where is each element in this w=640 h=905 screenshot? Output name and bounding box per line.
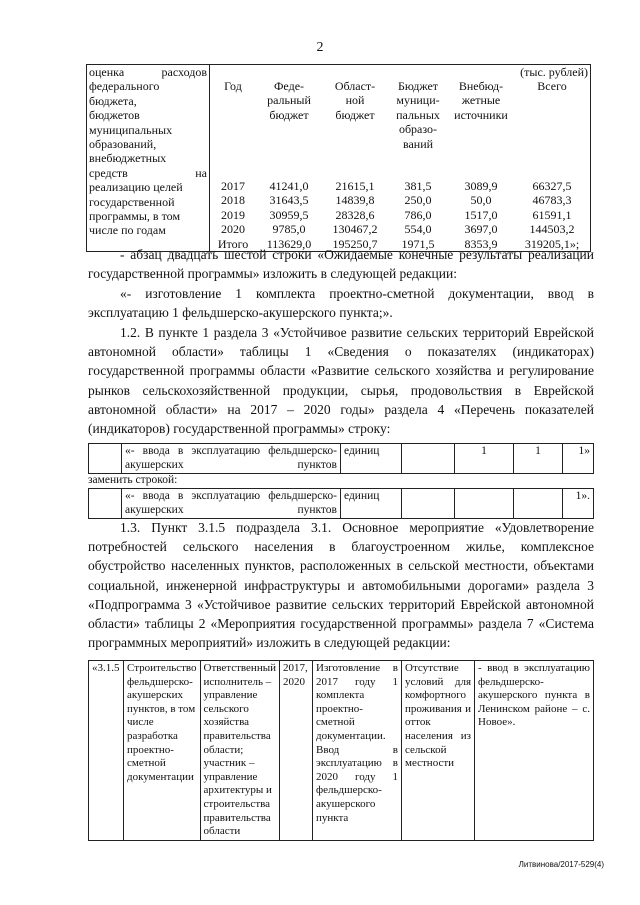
finance-row-total: Итого 113629,0 195250,7 1971,5 8353,9 319205,1»;	[217, 236, 580, 251]
header-total: (тыс. рублей) Всего	[514, 65, 591, 180]
measure-years: 2017, 2020	[280, 661, 313, 841]
measure-result: Изготовление в 2017 году 1 комплекта проектно-сметной документации. Ввод в эксплуатацию в 2020 году 1 фельдшерско-акушерского пункта	[313, 661, 402, 841]
indicator-unit: единиц	[341, 489, 402, 519]
finance-row: 2018 31643,5 14839,8 250,0 50,0 46783,3	[221, 193, 572, 208]
header-municipal: Бюджет муници- пальных образо- ваний	[396, 79, 440, 151]
finance-row: 2017 41241,0 21615,1 381,5 3089,9 66327,5	[221, 179, 572, 193]
measure-number: «3.1.5	[89, 661, 124, 841]
paragraph-izgotovlenie: «- изготовление 1 комплекта проектно-сметной документации, ввод в эксплуатацию 1 фельдшерско-акушерского пункта;».	[88, 286, 594, 321]
measure-executor: Ответственный исполнитель – управление сельского хозяйства правительства области; участник – управление архитектуры и строительства правительства области	[200, 661, 279, 841]
finance-row: 2019 30959,5 28328,6 786,0 1517,0 61591,1	[221, 207, 572, 222]
indicator-table-old: «- ввода в эксплуатацию фельдшерско-акушерских пунктов единиц 1 1 1»	[88, 443, 594, 474]
measure-table	[88, 660, 594, 841]
measure-consequences: Отсутствие условий для комфортного проживания и отток населения из сельской местности	[402, 661, 475, 841]
indicator-name: «- ввода в эксплуатацию фельдшерско-акушерских пунктов	[122, 444, 341, 474]
paragraph-1-2: 1.2. В пункте 1 раздела 3 «Устойчивое развитие сельских территорий Еврейской автономной области» таблицы 1 «Сведения о показателях (индикаторах) государственной программы области «Развитие сельского хозяйства и регулирование рынков сельскохозяйственной продукции, сырья, продовольствия в Еврейской автономной области» на 2017 – 2020 годы» раздела 4 «Перечень показателей (индикаторов) государственной программы» строку:	[88, 325, 594, 437]
footer-code: Литвинова/2017-529(4)	[518, 860, 604, 869]
indicator-unit: единиц	[341, 444, 402, 474]
header-federal: Феде- ральный бюджет	[267, 79, 311, 122]
finance-row: 2020 9785,0 130467,2 554,0 3697,0 144503,2	[221, 222, 575, 237]
finance-row-label: оценка расходов федерального бюджета, бюджетов муниципальных образований, внебюджетных средств на реализацию целей государственной программы, в том числе по годам	[87, 65, 210, 252]
header-year: Год	[224, 79, 242, 93]
measure-name: Строительство фельдшерско-акушерских пунктов, в том числе разработка проектно-сметной документации	[124, 661, 201, 841]
indicator-name: «- ввода в эксплуатацию фельдшерско-акушерских пунктов	[122, 489, 341, 519]
header-regional: Област- ной бюджет	[334, 79, 376, 122]
page-number: 2	[316, 40, 324, 55]
unit-label: (тыс. рублей)	[520, 65, 588, 79]
indicator-table-new: «- ввода в эксплуатацию фельдшерско-акушерских пунктов единиц 1».	[88, 488, 594, 519]
measure-indicator: - ввод в эксплуатацию фельдшерско-акушерского пункта в Ленинском районе – с. Новое».	[475, 661, 594, 841]
paragraph-abzac: - абзац двадцать шестой строки «Ожидаемые конечные результаты реализации государственной программы» изложить в следующей редакции:	[88, 247, 594, 282]
header-extrabudget: Внебюд- жетные источники	[454, 79, 508, 122]
paragraph-1-3: 1.3. Пункт 3.1.5 подраздела 3.1. Основное мероприятие «Удовлетворение потребностей сельского населения в благоустроенном жилье, комплексное обустройство населенных пунктов, расположенных в сельской местности, объектами социальной, инженерной инфраструктуры и автомобильными дорогами» раздела 3 «Подпрограмма 3 «Устойчивое развитие сельских территорий Еврейской автономной области» таблицы 2 «Мероприятия государственной программы» раздела 7 «Система программных мероприятий» изложить в следующей редакции:	[88, 520, 594, 651]
finance-table	[86, 64, 591, 252]
replace-label: заменить строкой:	[88, 474, 178, 486]
